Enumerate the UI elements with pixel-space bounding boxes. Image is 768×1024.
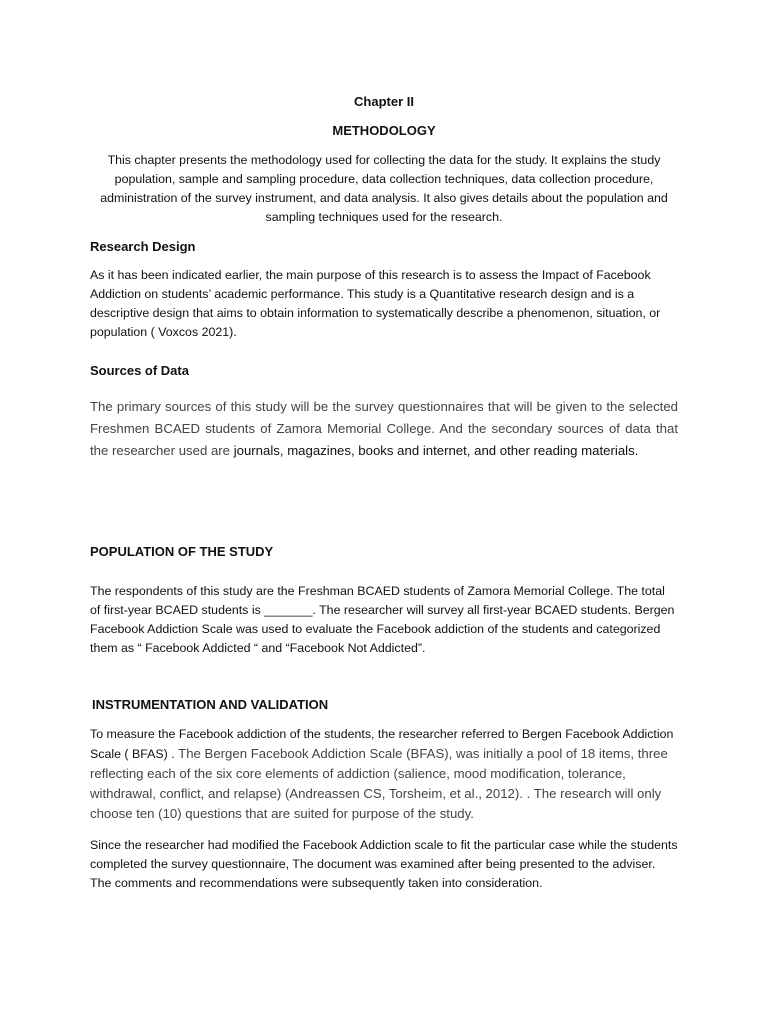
population-heading: POPULATION OF THE STUDY	[90, 544, 274, 559]
instrumentation-text-bfas: The Bergen Facebook Addiction Scale (BFAS), was initially a pool of 18 items, three reflecting each of the six core elements of addiction (salience, mood modification, tolerance, withdrawal, conflict, and relapse) (Andreassen CS, Torsheim, et al., 2012). . The research will only choose ten (10) questions that are suited for purpose of the study.	[90, 746, 668, 821]
intro-paragraph: This chapter presents the methodology used for collecting the data for the study. It explains the study population, sample and sampling procedure, data collection techniques, data collection procedure, administration of the survey instrument, and data analysis. It also gives details about the population and sampling techniques used for the research.	[100, 153, 668, 224]
validation-paragraph: Since the researcher had modified the Facebook Addiction scale to fit the particular case while the students completed the survey questionnaire, The document was examined after being presented to the adviser. The comments and recommendations were subsequently taken into consideration.	[90, 838, 678, 890]
sources-paragraph	[90, 396, 678, 462]
research-design-heading: Research Design	[90, 239, 196, 254]
instrumentation-heading: INSTRUMENTATION AND VALIDATION	[92, 697, 329, 712]
instrumentation-text-intro: To measure the Facebook addiction of the students, the researcher referred to Bergen Facebook Addiction Scale ( BFAS) .	[90, 727, 674, 761]
instrumentation-paragraph	[90, 725, 678, 824]
research-design-paragraph: As it has been indicated earlier, the main purpose of this research is to assess the Impact of Facebook Addiction on students’ academic performance. This study is a Quantitative research design and is a descriptive design that aims to obtain information to systematically describe a phenomenon, situation, or population ( Voxcos 2021).	[90, 268, 661, 339]
chapter-label: Chapter II	[354, 94, 414, 109]
chapter-title: METHODOLOGY	[332, 123, 436, 138]
population-paragraph: The respondents of this study are the Freshman BCAED students of Zamora Memorial College. The total of first-year BCAED students is _______. The researcher will survey all first-year BCAED students. Bergen Facebook Addiction Scale was used to evaluate the Facebook addiction of the students and categorized them as “ Facebook Addicted “ and “Facebook Not Addicted”.	[90, 584, 675, 655]
sources-text-primary: The primary sources of this study will be the survey questionnaires that will be given to the selected Freshmen BCAED students of Zamora Memorial College. And the secondary sources of data that the researcher used are	[90, 399, 678, 458]
sources-text-secondary: journals, magazines, books and internet, and other reading materials.	[233, 443, 639, 458]
sources-heading: Sources of Data	[90, 363, 189, 378]
